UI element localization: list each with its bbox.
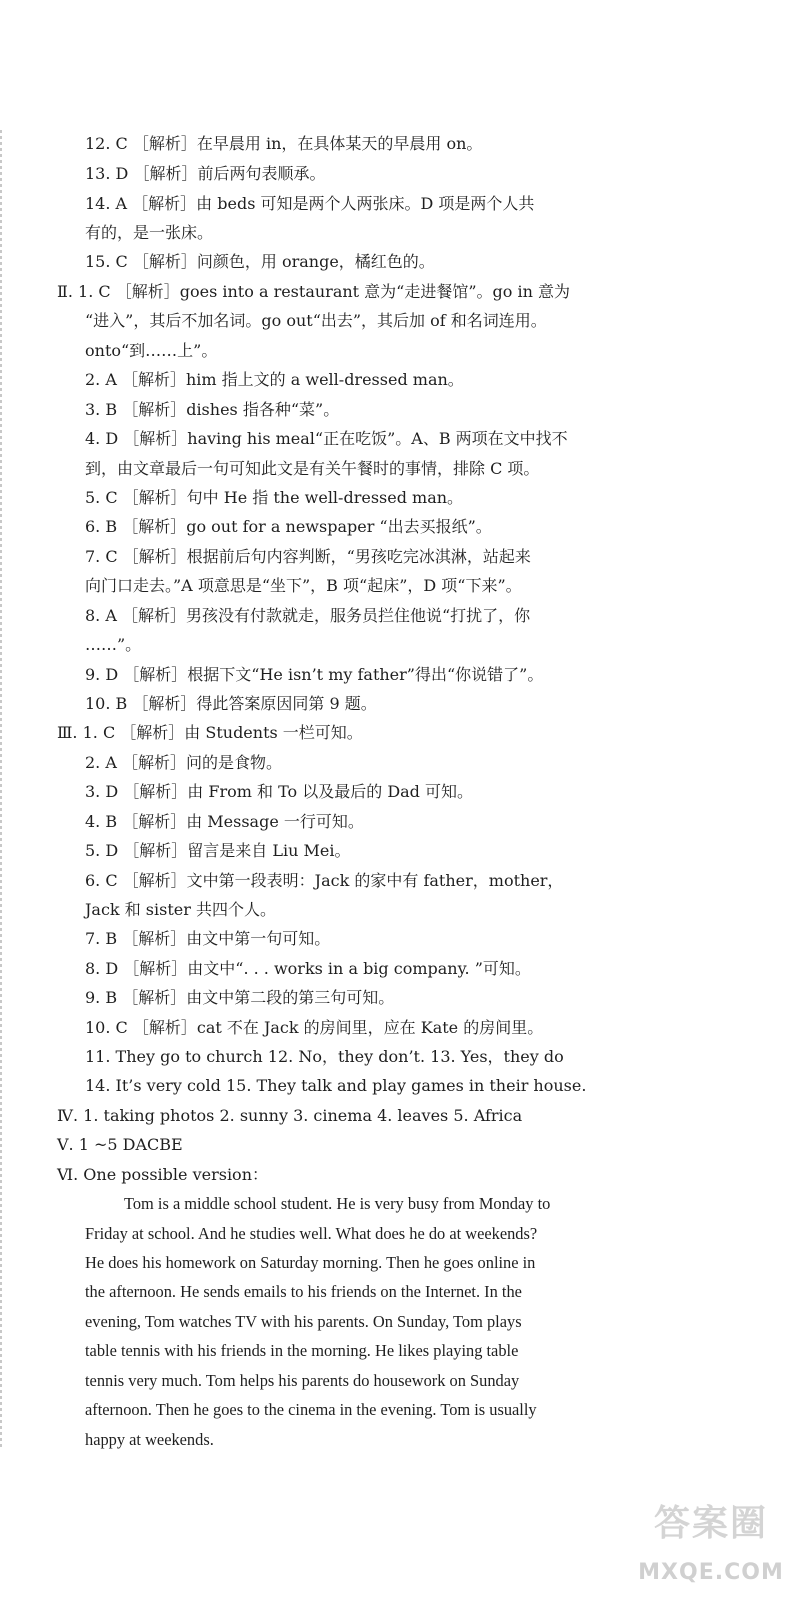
answer-line: 7. B ［解析］由文中第一句可知。 (85, 929, 331, 948)
answer-line: 4. D ［解析］having his meal“正在吃饭”。A、B 两项在文中找不 (85, 429, 568, 448)
answer-line: 2. A ［解析］him 指上文的 a well-dressed man。 (85, 370, 464, 389)
answer-line: 14. A ［解析］由 beds 可知是两个人两张床。D 项是两个人共 (85, 194, 535, 213)
section-4-line: Ⅳ. 1. taking photos 2. sunny 3. cinema 4. leaves 5. Africa (57, 1106, 523, 1125)
answer-line: 9. D ［解析］根据下文“He isn’t my father”得出“你说错了”。 (85, 665, 544, 684)
answer-line: 3. B ［解析］dishes 指各种“菜”。 (85, 400, 340, 419)
answer-line: 7. C ［解析］根据前后句内容判断，“男孩吃完冰淇淋，站起来 (85, 547, 531, 566)
essay-line: happy at weekends. (85, 1430, 214, 1449)
section-2-heading-line: Ⅱ. 1. C ［解析］goes into a restaurant 意为“走进餐馆”。go in 意为 (57, 282, 571, 301)
answer-line: 11. They go to church 12. No，they don’t. 13. Yes，they do (85, 1047, 564, 1066)
answer-line: “进入”，其后不加名词。go out“出去”，其后加 of 和名词连用。 (85, 311, 547, 330)
answer-line: 10. B ［解析］得此答案原因同第 9 题。 (85, 694, 377, 713)
answer-line: 15. C ［解析］问颜色，用 orange，橘红色的。 (85, 252, 435, 271)
binding-margin-dots (0, 130, 4, 1450)
answer-line: 向门口走去。”A 项意思是“坐下”，B 项“起床”，D 项“下来”。 (85, 576, 522, 595)
section-5-line: Ⅴ. 1 ~5 DACBE (57, 1135, 183, 1154)
answer-line: 13. D ［解析］前后两句表顺承。 (85, 164, 326, 183)
answer-line: 8. D ［解析］由文中“. . . works in a big company. ”可知。 (85, 959, 531, 978)
answer-line: 5. C ［解析］句中 He 指 the well-dressed man。 (85, 488, 464, 507)
essay-line: tennis very much. Tom helps his parents do housework on Sunday (85, 1371, 520, 1390)
essay-line: He does his homework on Saturday morning. Then he goes online in (85, 1253, 536, 1272)
essay-line: the afternoon. He sends emails to his friends on the Internet. In the (85, 1282, 522, 1301)
watermark-site: MXQE.COM (638, 1560, 784, 1585)
essay-line: Friday at school. And he studies well. What does he do at weekends? (85, 1224, 538, 1243)
answer-line: 10. C ［解析］cat 不在 Jack 的房间里，应在 Kate 的房间里。 (85, 1018, 544, 1037)
answer-line: 3. D ［解析］由 From 和 To 以及最后的 Dad 可知。 (85, 782, 474, 801)
essay-line: Tom is a middle school student. He is very busy from Monday to (124, 1194, 551, 1213)
essay-line: table tennis with his friends in the morning. He likes playing table (85, 1341, 519, 1360)
section-3-heading-line: Ⅲ. 1. C ［解析］由 Students 一栏可知。 (57, 723, 363, 742)
answer-line: 12. C ［解析］在早晨用 in，在具体某天的早晨用 on。 (85, 134, 483, 153)
answer-line: 6. B ［解析］go out for a newspaper “出去买报纸”。 (85, 517, 492, 536)
answer-line: 9. B ［解析］由文中第二段的第三句可知。 (85, 988, 395, 1007)
answer-line: ……”。 (85, 635, 142, 654)
essay-line: afternoon. Then he goes to the cinema in the evening. Tom is usually (85, 1400, 537, 1419)
answer-line: 5. D ［解析］留言是来自 Liu Mei。 (85, 841, 351, 860)
answer-line: onto“到……上”。 (85, 341, 218, 360)
answer-line: 4. B ［解析］由 Message 一行可知。 (85, 812, 364, 831)
answer-line: 有的，是一张床。 (85, 223, 214, 242)
answer-line: 6. C ［解析］文中第一段表明：Jack 的家中有 father，mother， (85, 871, 564, 890)
answer-line: Jack 和 sister 共四个人。 (85, 900, 276, 919)
answer-line: 到，由文章最后一句可知此文是有关午餐时的事情，排除 C 项。 (85, 459, 540, 478)
answer-line: 14. It’s very cold 15. They talk and play games in their house. (85, 1076, 587, 1095)
answer-line: 8. A ［解析］男孩没有付款就走，服务员拦住他说“打扰了，你 (85, 606, 531, 625)
answer-line: 2. A ［解析］问的是食物。 (85, 753, 282, 772)
watermark-logo: 答案圈 (653, 1503, 768, 1544)
watermark (636, 1488, 786, 1592)
essay-line: evening, Tom watches TV with his parents. On Sunday, Tom plays (85, 1312, 522, 1331)
section-6-heading-line: Ⅵ. One possible version： (57, 1165, 268, 1184)
